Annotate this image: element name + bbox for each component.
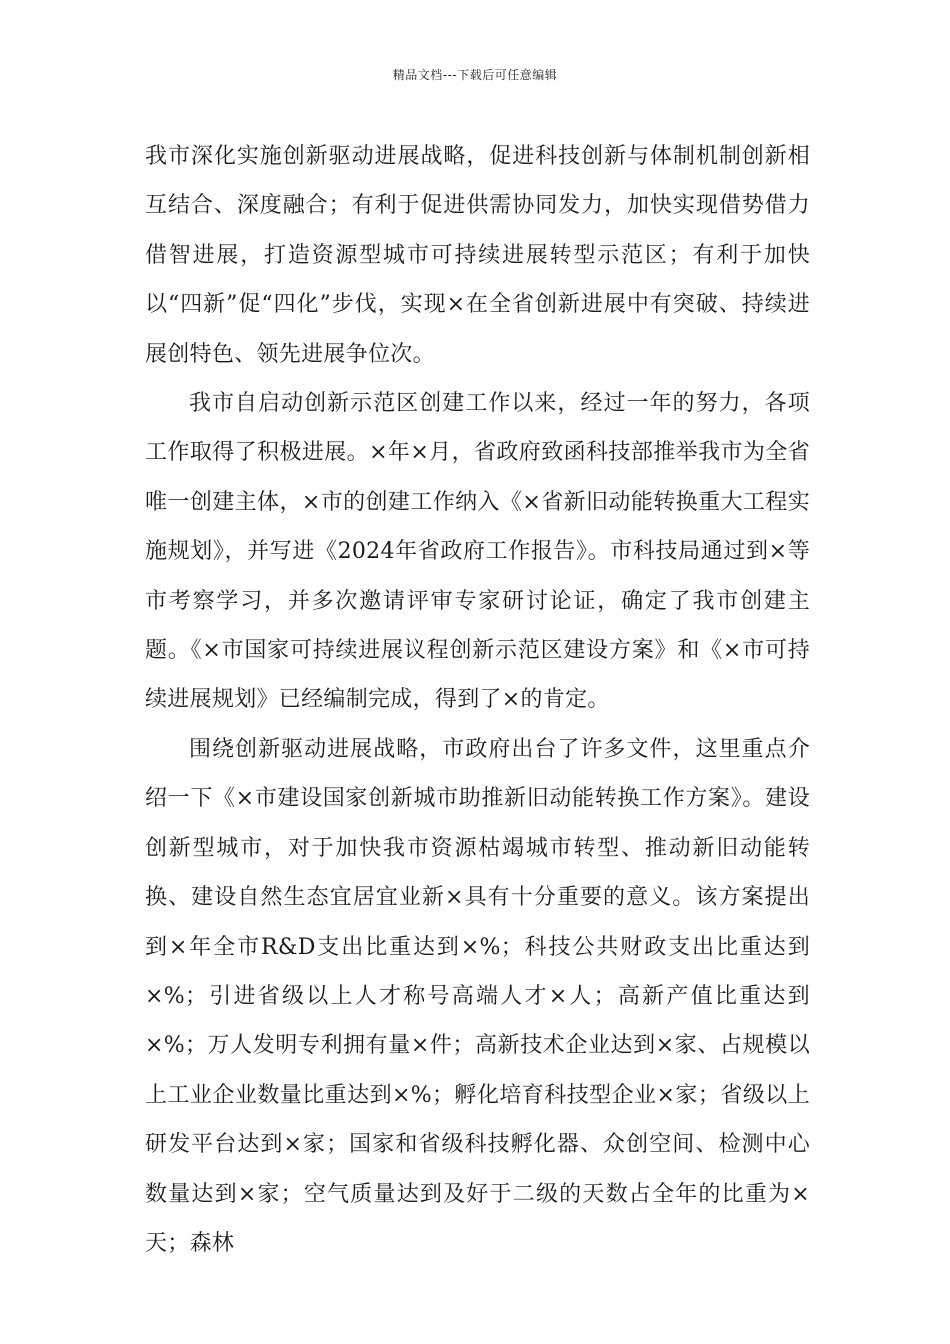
page-header: 精品文档---下载后可任意编辑: [392, 68, 558, 82]
paragraph-3: 围绕创新驱动进展战略，市政府出台了许多文件，这里重点介绍一下《×市建设国家创新城市助推新旧动能转换工作方案》。建设创新型城市，对于加快我市资源枯竭城市转型、推动新旧动能转换、建设自然生态宜居宜业新×具有十分重要的意义。该方案提出到×年全市R&D支出比重达到×%；科技公共财政支出比重达到×%；引进省级以上人才称号高端人才×人；高新产值比重达到×%；万人发明专利拥有量×件；高新技术企业达到×家、占规模以上工业企业数量比重达到×%；孵化培育科技型企业×家；省级以上研发平台达到×家；国家和省级科技孵化器、众创空间、检测中心数量达到×家；空气质量达到及好于二级的天数占全年的比重为×天；森林: [145, 736, 810, 1256]
document-body: [145, 132, 810, 1268]
paragraph-2: 我市自启动创新示范区创建工作以来，经过一年的努力，各项工作取得了积极进展。×年×月，省政府致函科技部推举我市为全省唯一创建主体，×市的创建工作纳入《×省新旧动能转换重大工程实施规划》，并写进《2024年省政府工作报告》。市科技局通过到×等市考察学习，并多次邀请评审专家研讨论证，确定了我市创建主题。《×市国家可持续进展议程创新示范区建设方案》和《×市可持续进展规划》已经编制完成，得到了×的肯定。: [145, 391, 810, 713]
paragraph-1: 我市深化实施创新驱动进展战略，促进科技创新与体制机制创新相互结合、深度融合；有利于促进供需协同发力，加快实现借势借力借智进展，打造资源型城市可持续进展转型示范区；有利于加快以“四新”促“四化”步伐，实现×在全省创新进展中有突破、持续进展创特色、领先进展争位次。: [145, 144, 810, 367]
